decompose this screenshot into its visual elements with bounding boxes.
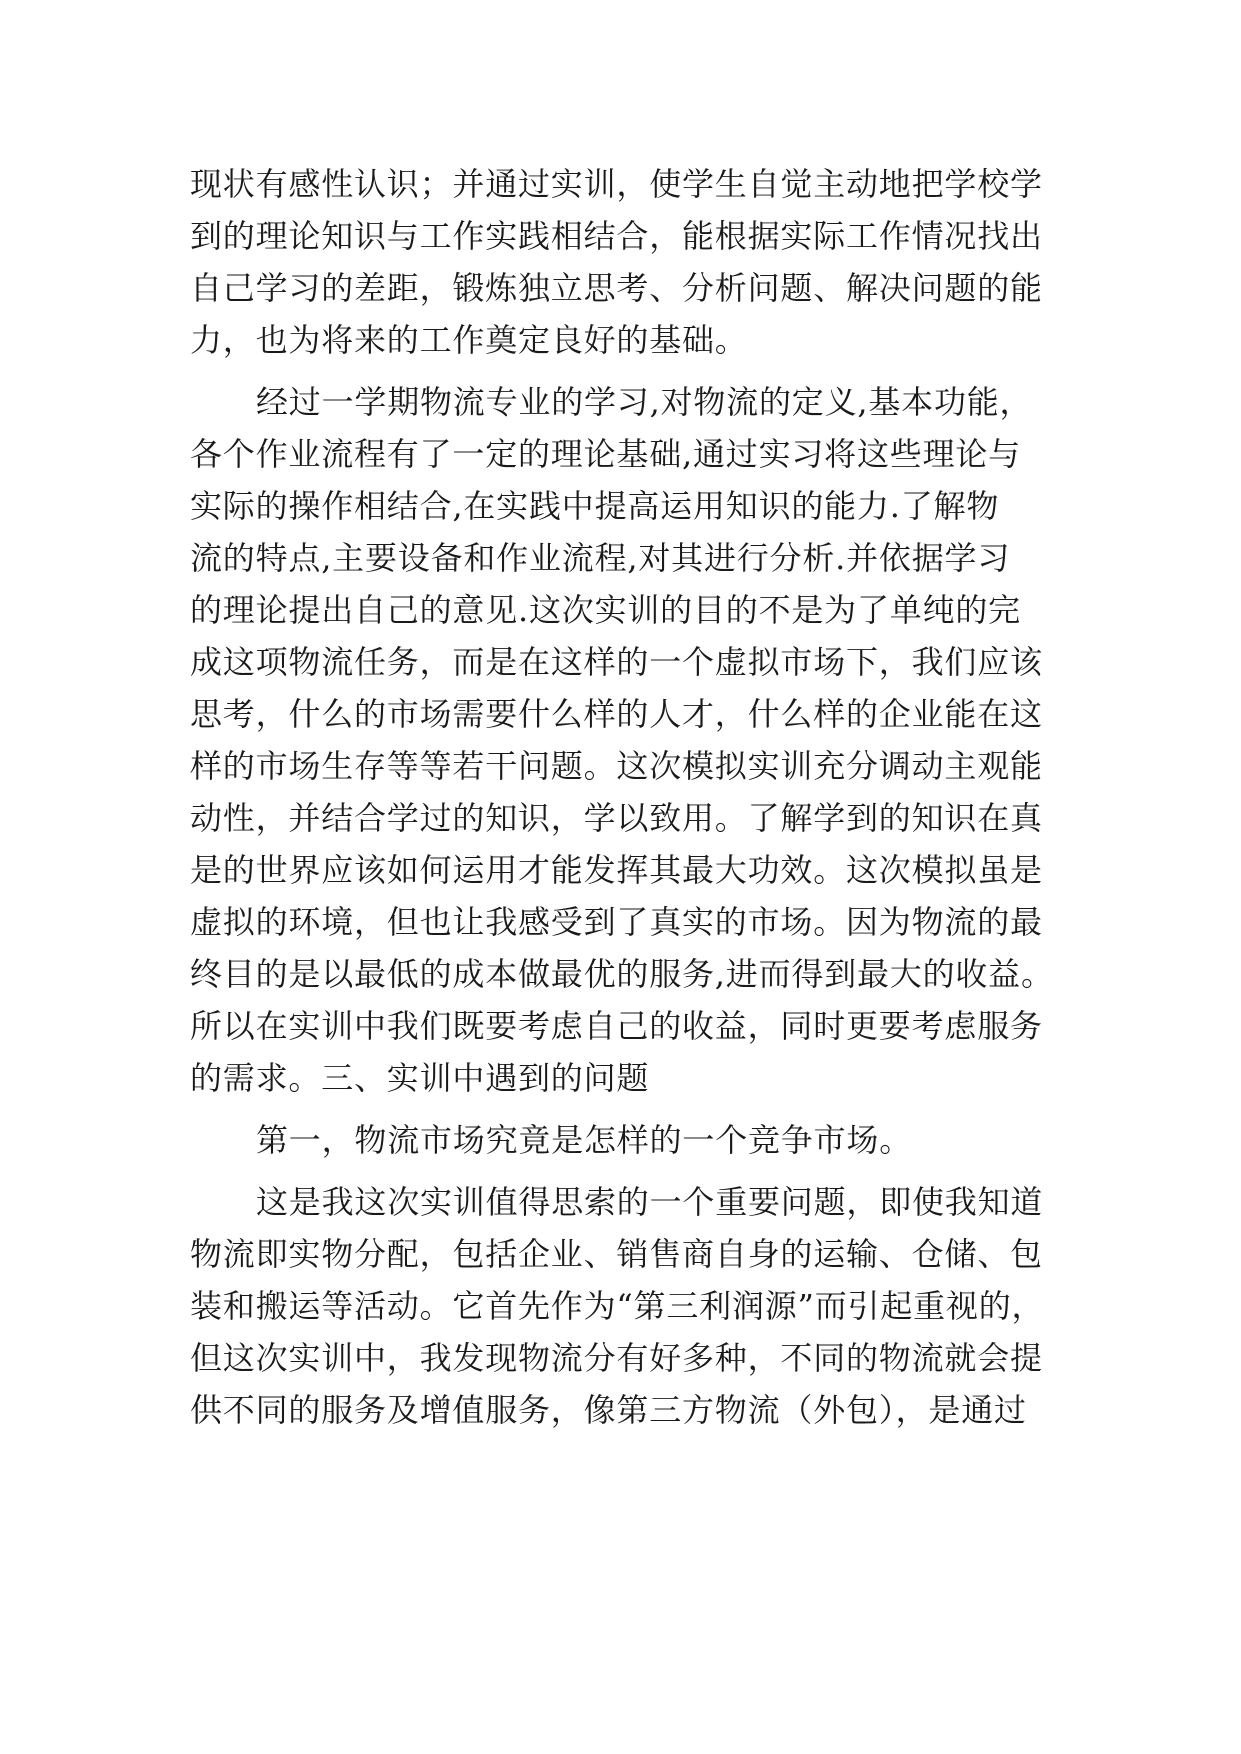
text-line: 自己学习的差距，锻炼独立思考、分析问题、解决问题的能 [190, 269, 1043, 307]
text-line: 物流即实物分配，包括企业、销售商自身的运输、仓储、包 [190, 1235, 1043, 1273]
text-line: 是的世界应该如何运用才能发挥其最大功效。这次模拟虽是 [190, 851, 1043, 889]
text-line: 但这次实训中，我发现物流分有好多种，不同的物流就会提 [190, 1339, 1043, 1377]
paragraph-start-line: 这是我这次实训值得思索的一个重要问题，即使我知道 [256, 1183, 1044, 1221]
text-line: 的需求。三、实训中遇到的问题 [190, 1059, 650, 1097]
paragraph-start-line: 经过一学期物流专业的学习,对物流的定义,基本功能， [256, 383, 1033, 421]
text-line: 到的理论知识与工作实践相结合，能根据实际工作情况找出 [190, 217, 1043, 255]
text-line: 所以在实训中我们既要考虑自己的收益，同时更要考虑服务 [190, 1007, 1043, 1045]
text-line: 装和搬运等活动。它首先作为“第三利润源”而引起重视的， [190, 1287, 1045, 1325]
text-line: 样的市场生存等等若干问题。这次模拟实训充分调动主观能 [190, 747, 1043, 785]
text-line: 终目的是以最低的成本做最优的服务,进而得到最大的收益。 [190, 955, 1054, 993]
text-line: 实际的操作相结合,在实践中提高运用知识的能力.了解物 [190, 487, 1000, 525]
text-line: 成这项物流任务，而是在这样的一个虚拟市场下，我们应该 [190, 643, 1043, 681]
text-line: 各个作业流程有了一定的理论基础,通过实习将这些理论与 [190, 435, 1021, 473]
text-line: 力，也为将来的工作奠定良好的基础。 [190, 321, 748, 359]
text-line: 动性，并结合学过的知识，学以致用。了解学到的知识在真 [190, 799, 1043, 837]
text-line: 供不同的服务及增值服务，像第三方物流（外包），是通过 [190, 1391, 1027, 1429]
document-body [190, 158, 1054, 1436]
text-line: 虚拟的环境，但也让我感受到了真实的市场。因为物流的最 [190, 903, 1043, 941]
text-line: 现状有感性认识；并通过实训，使学生自觉主动地把学校学 [190, 165, 1043, 203]
text-line: 思考，什么的市场需要什么样的人才，什么样的企业能在这 [190, 695, 1043, 733]
text-line: 的理论提出自己的意见.这次实训的目的不是为了单纯的完 [190, 591, 1021, 629]
paragraph-start-line: 第一，物流市场究竟是怎样的一个竞争市场。 [256, 1121, 913, 1159]
text-line: 流的特点,主要设备和作业流程,对其进行分析.并依据学习 [190, 539, 1011, 577]
